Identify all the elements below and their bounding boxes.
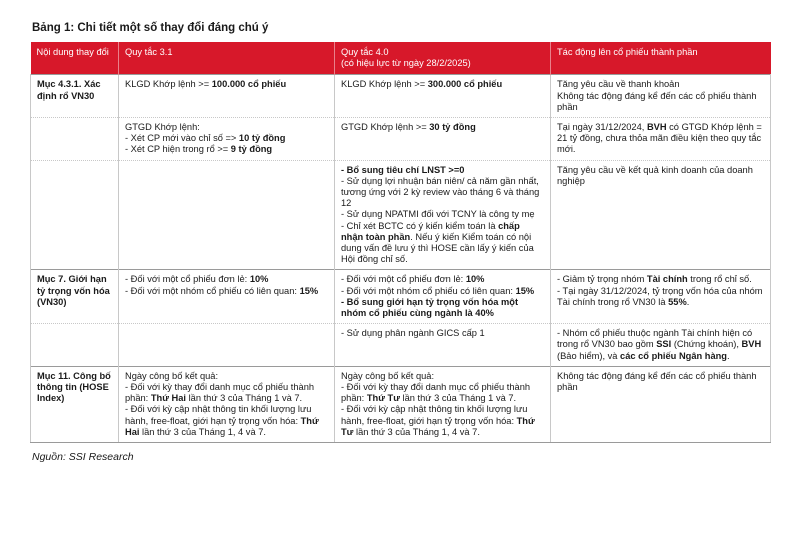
- rule-4-0-cell: [335, 75, 551, 118]
- rule-3-1-cell: [119, 366, 335, 442]
- bold-text: 100.000 cổ phiếu: [211, 79, 287, 90]
- cell-line: - Đối với kỳ cập nhật thông tin khối lượng lưu hành, free-float, giới hạn tỷ trọng vốn hóa: Thứ Tư lần thứ 3 của Tháng 1, 4 và 7.: [341, 404, 535, 437]
- rule-4-0-cell: [335, 118, 551, 161]
- impact-cell: [551, 366, 771, 442]
- impact-cell: [551, 118, 771, 161]
- changes-table: [30, 42, 771, 443]
- header-rule-4-0-effective: (có hiệu lực từ ngày 28/2/2025): [341, 58, 471, 69]
- cell-line: Tăng yêu cầu về thanh khoản: [557, 79, 680, 90]
- cell-line: - Đối với một nhóm cổ phiếu có liên quan: 15%: [125, 285, 319, 296]
- bold-text: chấp nhận toàn phần: [341, 220, 520, 242]
- bold-text: BVH: [646, 122, 667, 133]
- rule-3-1-cell: [119, 75, 335, 118]
- section-cell: Mục 4.3.1. Xác định rổ VN30: [31, 75, 119, 118]
- cell-line: GTGD Khớp lệnh:: [125, 122, 200, 133]
- bold-text: Thứ Tư: [366, 393, 400, 404]
- bold-text: 10%: [249, 274, 269, 285]
- cell-line: Tại ngày 31/12/2024, BVH có GTGD Khớp lệnh = 21 tỷ đồng, chưa thỏa mãn điều kiện theo quy tắc mới.: [557, 122, 762, 155]
- section-cell: [31, 324, 119, 367]
- bold-text: - Bổ sung giới hạn tỷ trọng vốn hóa một nhóm cổ phiếu cùng ngành là 40%: [341, 296, 519, 319]
- section-cell: Mục 7. Giới hạn tỷ trọng vốn hóa (VN30): [31, 270, 119, 324]
- rule-4-0-cell: [335, 366, 551, 442]
- bold-text: 10%: [465, 274, 485, 285]
- impact-cell: [551, 324, 771, 367]
- header-rule-4-0: [335, 42, 551, 75]
- cell-line: GTGD Khớp lệnh >= 30 tỷ đồng: [341, 122, 476, 133]
- bold-text: 15%: [299, 285, 319, 296]
- cell-line: Tăng yêu cầu về kết quả kinh doanh của doanh nghiệp: [557, 164, 753, 186]
- cell-line: [341, 165, 544, 176]
- bold-text: Thứ Tư: [341, 415, 535, 437]
- cell-line: - Đối với một nhóm cổ phiếu có liên quan: 15%: [341, 285, 535, 296]
- section-cell: [31, 118, 119, 161]
- cell-line: [341, 297, 544, 319]
- cell-line: - Đối với một cổ phiếu đơn lẻ: 10%: [125, 274, 269, 285]
- cell-line: - Nhóm cổ phiếu thuộc ngành Tài chính hiện có trong rổ VN30 bao gồm SSI (Chứng khoán), BVH (Bảo hiểm), và các cổ phiếu Ngân hàng.: [557, 328, 762, 361]
- bold-text: SSI: [656, 339, 672, 350]
- cell-line: - Xét CP mới vào chỉ số => 10 tỷ đồng: [125, 133, 286, 144]
- header-rule-4-0-title: Quy tắc 4.0: [341, 47, 389, 57]
- impact-cell: [551, 270, 771, 324]
- cell-line: - Sử dụng phân ngành GICS cấp 1: [341, 328, 485, 339]
- source-note: Nguồn: SSI Research: [32, 451, 134, 464]
- bold-text: Tài chính: [646, 274, 688, 285]
- cell-line: - Giảm tỷ trọng nhóm Tài chính trong rổ chỉ số.: [557, 274, 752, 285]
- table-row: [31, 75, 771, 118]
- rule-4-0-cell: [335, 324, 551, 367]
- impact-cell: [551, 160, 771, 270]
- rule-4-0-cell: [335, 270, 551, 324]
- rule-3-1-cell: [119, 160, 335, 270]
- impact-cell: [551, 75, 771, 118]
- bold-text: 9 tỷ đồng: [230, 144, 273, 155]
- bold-text: các cổ phiếu Ngân hàng: [620, 350, 727, 361]
- cell-line: - Đối với kỳ thay đổi danh mục cổ phiếu thành phần: Thứ Tư lần thứ 3 của Tháng 1 và 7.: [341, 382, 531, 404]
- cell-line: - Sử dụng lợi nhuận bán niên/ cả năm gần nhất, tương ứng với 2 kỳ review vào tháng 6 và tháng 12: [341, 175, 540, 209]
- cell-line: - Xét CP hiện trong rổ >= 9 tỷ đồng: [125, 144, 273, 155]
- cell-line: KLGD Khớp lệnh >= 100.000 cổ phiếu: [125, 79, 287, 90]
- table-title: Bảng 1: Chi tiết một số thay đổi đáng chú ý: [32, 22, 269, 34]
- bold-text: BVH: [741, 339, 762, 350]
- bold-text: Thứ Hai: [125, 415, 319, 437]
- table-row: [31, 324, 771, 367]
- cell-line: - Đối với kỳ cập nhật thông tin khối lượng lưu hành, free-float, giới hạn tỷ trọng vốn hóa: Thứ Hai lần thứ 3 của Tháng 1, 4 và 7.: [125, 404, 319, 437]
- bold-text: 10 tỷ đồng: [238, 133, 286, 144]
- cell-line: - Đối với kỳ thay đổi danh mục cổ phiếu thành phần: Thứ Hai lần thứ 3 của Tháng 1 và 7.: [125, 382, 315, 404]
- cell-line: Ngày công bố kết quả:: [125, 370, 219, 381]
- header-content-change: Nội dung thay đổi: [31, 42, 119, 75]
- bold-text: - Bổ sung tiêu chí LNST >=0: [341, 164, 465, 175]
- bold-text: 30 tỷ đồng: [429, 122, 476, 133]
- bold-text: Thứ Hai: [150, 393, 186, 404]
- cell-line: - Đối với một cổ phiếu đơn lẻ: 10%: [341, 274, 485, 285]
- rule-3-1-cell: [119, 118, 335, 161]
- section-cell: [31, 160, 119, 270]
- cell-line: Không tác động đáng kể đến các cổ phiếu thành phần: [557, 90, 757, 112]
- table-row: [31, 118, 771, 161]
- header-rule-3-1: Quy tắc 3.1: [119, 42, 335, 75]
- rule-4-0-cell: [335, 160, 551, 270]
- section-cell: Mục 11. Công bố thông tin (HOSE Index): [31, 366, 119, 442]
- bold-text: 15%: [515, 285, 535, 296]
- table-row: [31, 270, 771, 324]
- cell-line: - Chỉ xét BCTC có ý kiến kiểm toán là chấp nhận toàn phần. Nếu ý kiến Kiểm toán có nội dung vấn đề lưu ý thì HOSE cần lấy ý kiến của Hội đồng chỉ số.: [341, 220, 534, 265]
- cell-line: Ngày công bố kết quả:: [341, 370, 435, 381]
- bold-text: 300.000 cổ phiếu: [427, 79, 503, 90]
- cell-line: KLGD Khớp lệnh >= 300.000 cổ phiếu: [341, 79, 503, 90]
- rule-3-1-cell: [119, 324, 335, 367]
- table-header-row: [31, 42, 771, 75]
- cell-line: - Tại ngày 31/12/2024, tỷ trọng vốn hóa của nhóm Tài chính trong rổ VN30 là 55%.: [557, 285, 763, 307]
- cell-line: - Sử dụng NPATMI đối với TCNY là công ty mẹ: [341, 209, 535, 220]
- rule-3-1-cell: [119, 270, 335, 324]
- header-impact: Tác động lên cổ phiếu thành phần: [551, 42, 771, 75]
- bold-text: 55%: [668, 296, 687, 307]
- cell-line: Không tác động đáng kể đến các cổ phiếu thành phần: [557, 370, 757, 393]
- table-row: [31, 160, 771, 270]
- table-row: [31, 366, 771, 442]
